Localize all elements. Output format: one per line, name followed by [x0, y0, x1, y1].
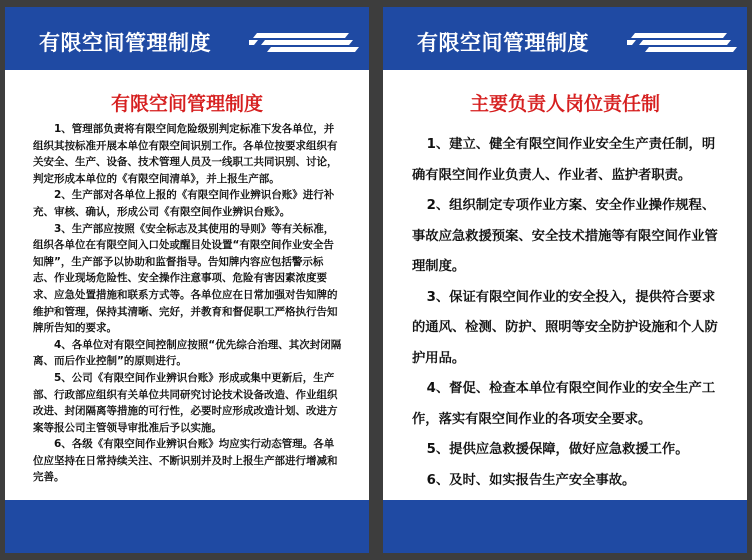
right-paragraph: 6、及时、如实报告生产安全事故。	[426, 472, 636, 488]
left-paragraph: 1、管理部负责将有限空间危险级别判定标准下发各单位，并组织其按标准开展本单位有限空间识别工作。各单位按要求组织有关安全、生产、设备、技术管理人员及一线职工共同识别、讨论，判定形成本单位的《有限空间清单》，并上报生产部。	[33, 123, 338, 185]
right-paragraph: 2、组织制定专项作业方案、安全作业操作规程、事故应急救援预案、安全技术措施等有限空间作业管理制度。	[412, 198, 718, 274]
right-paragraph: 5、提供应急救援保障，做好应急救援工作。	[426, 442, 689, 457]
right-signboard	[383, 7, 747, 553]
left-header-title: 有限空间管理制度	[39, 31, 211, 55]
right-header-title: 有限空间管理制度	[417, 31, 589, 55]
left-header-bar	[5, 7, 369, 70]
left-footer-bar	[5, 509, 369, 553]
left-paragraph: 6、各级《有限空间作业辨识台账》均应实行动态管理。各单位应坚持在日常持续关注、不断识别并及时上报生产部进行增减和完善。	[33, 438, 338, 484]
left-body-text	[33, 121, 343, 486]
right-footer-line	[383, 500, 747, 509]
stripes-decoration-icon	[627, 31, 737, 55]
left-footer-line	[5, 500, 369, 509]
left-signboard	[5, 7, 369, 553]
left-paragraph: 4、各单位对有限空间控制应按照“优先综合治理、其次封闭隔离、而后作业控制”的原则进行。	[33, 338, 342, 368]
left-paragraph: 3、生产部应按照《安全标志及其使用的导则》等有关标准，组织各单位在有限空间入口处或醒目处设置“有限空间作业安全告知牌”，生产部予以协助和监督指导。告知牌内容应包括警示标志、作业现场危险性、安全操作注意事项、危险有害因素浓度要求、应急处置措施和联系方式等。各单位应在日常加强对告知牌的维护和管理，保持其清晰、完好，并教育和督促职工严格执行告知牌所告知的要求。	[33, 222, 338, 335]
right-body-text	[412, 130, 718, 496]
right-paragraph: 3、保证有限空间作业的安全投入，提供符合要求的通风、检测、防护、照明等安全防护设施和个人防护用品。	[412, 289, 718, 366]
right-paragraph: 4、督促、检查本单位有限空间作业的安全生产工作，落实有限空间作业的各项安全要求。	[412, 381, 716, 427]
left-paragraph: 5、公司《有限空间作业辨识台账》形成或集中更新后，生产部、行政部应组织有关单位共同研究讨论技术设备改造、作业组织改进、封闭隔离等措施的可行性，必要时应形成改造计划、改进方案等报公司主管领导审批准后予以实施。	[33, 371, 338, 434]
right-header-bar	[383, 7, 747, 70]
left-main-title: 有限空间管理制度	[110, 93, 263, 115]
stripes-decoration-icon	[249, 31, 359, 55]
right-footer-bar	[383, 509, 747, 553]
right-paragraph: 1、建立、健全有限空间作业安全生产责任制，明确有限空间作业负责人、作业者、监护者职责。	[412, 137, 716, 183]
left-paragraph: 2、生产部对各单位上报的《有限空间作业辨识台账》进行补充、审核、确认，形成公司《有限空间作业辨识台账》。	[33, 189, 335, 218]
right-main-title: 主要负责人岗位责任制	[469, 93, 660, 115]
